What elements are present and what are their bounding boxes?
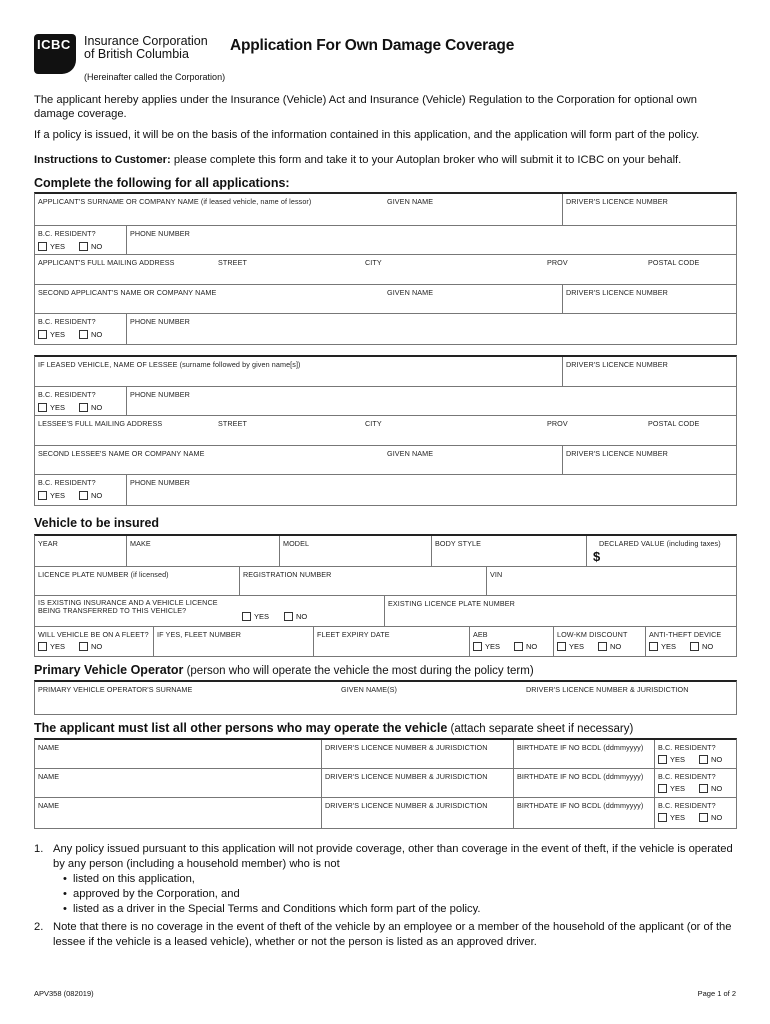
applicant-resident-yes-checkbox[interactable] <box>38 242 47 251</box>
other-operator-name-field[interactable]: NAME <box>38 801 60 810</box>
second-applicant-phone-field[interactable]: PHONE NUMBER <box>126 314 736 344</box>
hereafter-note: (Hereinafter called the Corporation) <box>84 72 226 82</box>
anti-theft-no-checkbox[interactable] <box>690 642 699 651</box>
bullet-item: • listed as a driver in the Special Terms and Conditions which form part of the policy. <box>63 902 734 917</box>
lessee-licence-field[interactable]: DRIVER'S LICENCE NUMBER <box>562 357 736 386</box>
lessee-name-field[interactable]: IF LEASED VEHICLE, NAME OF LESSEE (surname followed by given name[s]) <box>38 360 301 369</box>
bullet-item: • approved by the Corporation, and <box>63 887 734 902</box>
second-lessee-row <box>35 446 736 475</box>
aeb-yes-checkbox[interactable] <box>473 642 482 651</box>
second-applicant-resident-no-checkbox[interactable] <box>79 330 88 339</box>
section-title-operator: Primary Vehicle Operator (person who will operate the vehicle the most during the policy term) <box>34 663 534 677</box>
other-operator-1-no-checkbox[interactable] <box>699 755 708 764</box>
operator-given-field[interactable]: GIVEN NAME(S) <box>341 685 398 694</box>
note-1-bullets <box>53 872 734 917</box>
section-title-applicants: Complete the following for all applications: <box>34 176 290 190</box>
lessee-address-field[interactable]: LESSEE'S FULL MAILING ADDRESS STREET CITY PROV POSTAL CODE <box>35 416 736 446</box>
organization-name: Insurance Corporation of British Columbia <box>84 34 208 61</box>
vehicle-year-field[interactable]: YEAR <box>38 539 58 548</box>
applicant-address-field[interactable]: APPLICANT'S FULL MAILING ADDRESS STREET CITY PROV POSTAL CODE <box>35 255 736 285</box>
vehicle-description-row <box>35 536 736 567</box>
form-title: Application For Own Damage Coverage <box>230 37 515 54</box>
low-km-no-checkbox[interactable] <box>598 642 607 651</box>
vehicle-make-field[interactable]: MAKE <box>126 536 279 566</box>
other-operator-birthdate-field[interactable]: BIRTHDATE IF NO BCDL (ddmmyyyy) <box>513 740 654 768</box>
other-operator-row <box>35 769 736 798</box>
anti-theft-yes-checkbox[interactable] <box>649 642 658 651</box>
intro-paragraph-2: If a policy is issued, it will be on the basis of the information contained in this application, and the application will form part of the policy. <box>34 129 700 141</box>
lessee-block <box>34 355 737 506</box>
fleet-expiry-field[interactable]: FLEET EXPIRY DATE <box>313 627 469 656</box>
vehicle-body-style-field[interactable]: BODY STYLE <box>431 536 586 566</box>
instructions: Instructions to Customer: please complete this form and take it to your Autoplan broker who will submit it to ICBC on your behalf. <box>34 154 682 166</box>
vehicle-model-field[interactable]: MODEL <box>279 536 431 566</box>
applicant-surname-field[interactable]: APPLICANT'S SURNAME OR COMPANY NAME (if leased vehicle, name of lessor) GIVEN NAME <box>38 197 434 206</box>
applicant-name-row <box>35 194 736 226</box>
other-operator-bc-resident: B.C. RESIDENT? YES NO <box>654 769 736 797</box>
lessee-resident-no-checkbox[interactable] <box>79 403 88 412</box>
vin-field[interactable]: VIN <box>486 567 736 595</box>
other-operator-birthdate-field[interactable]: BIRTHDATE IF NO BCDL (ddmmyyyy) <box>513 798 654 828</box>
other-operator-licence-field[interactable]: DRIVER'S LICENCE NUMBER & JURISDICTION <box>321 740 513 768</box>
declared-value-field[interactable]: DECLARED VALUE (including taxes) $ <box>586 536 736 566</box>
other-operator-3-no-checkbox[interactable] <box>699 813 708 822</box>
fleet-yes-checkbox[interactable] <box>38 642 47 651</box>
lessee-resident-yes-checkbox[interactable] <box>38 403 47 412</box>
note-1: 1. Any policy issued pursuant to this application will not provide coverage, other than coverage in the event of theft, if the vehicle is operated by any person (including a household member) who is not • listed on this application, • approved by the Corporation, and • listed as a driver in the Special Terms and Conditions which form part of the policy. <box>34 842 734 917</box>
operator-licence-field[interactable]: DRIVER'S LICENCE NUMBER & JURISDICTION <box>526 685 689 694</box>
other-operator-row <box>35 740 736 769</box>
bullet-item: • listed on this application, <box>63 872 734 887</box>
other-operator-row <box>35 798 736 828</box>
vehicle-registration-row <box>35 567 736 596</box>
second-applicant-name-field[interactable]: SECOND APPLICANT'S NAME OR COMPANY NAME GIVEN NAME <box>38 288 434 297</box>
other-operator-licence-field[interactable]: DRIVER'S LICENCE NUMBER & JURISDICTION <box>321 798 513 828</box>
second-applicant-licence-field[interactable]: DRIVER'S LICENCE NUMBER <box>562 285 736 313</box>
operator-block <box>34 680 737 715</box>
note-2: 2. Note that there is no coverage in the event of theft of the vehicle by an employee or a member of the household of the applicant (or of the lessee if the vehicle is a leased vehicle), whether or not the person is listed as an approved driver. <box>34 921 732 948</box>
fleet-row <box>35 627 736 656</box>
lessee-bc-resident: B.C. RESIDENT? YES NO <box>38 390 103 412</box>
second-lessee-bc-resident: B.C. RESIDENT? YES NO <box>38 478 103 500</box>
existing-plate-field[interactable]: EXISTING LICENCE PLATE NUMBER <box>384 596 736 626</box>
other-operator-name-field[interactable]: NAME <box>38 772 60 781</box>
second-lessee-name-field[interactable]: SECOND LESSEE'S NAME OR COMPANY NAME GIVEN NAME <box>38 449 434 458</box>
licence-plate-field[interactable]: LICENCE PLATE NUMBER (if licensed) <box>38 570 169 579</box>
transfer-yes-checkbox[interactable] <box>242 612 251 621</box>
intro-paragraph-1: The applicant hereby applies under the Insurance (Vehicle) Act and Insurance (Vehicle) Regulation to the Corporation for optional own damage coverage. <box>34 94 697 120</box>
second-lessee-phone-field[interactable]: PHONE NUMBER <box>126 475 736 505</box>
low-km-yes-checkbox[interactable] <box>557 642 566 651</box>
policy-notes <box>34 842 734 953</box>
aeb-no-checkbox[interactable] <box>514 642 523 651</box>
form-header <box>34 34 734 86</box>
second-applicant-resident-row <box>35 314 736 344</box>
second-lessee-licence-field[interactable]: DRIVER'S LICENCE NUMBER <box>562 446 736 474</box>
other-operator-birthdate-field[interactable]: BIRTHDATE IF NO BCDL (ddmmyyyy) <box>513 769 654 797</box>
second-lessee-resident-yes-checkbox[interactable] <box>38 491 47 500</box>
applicant-resident-row <box>35 226 736 255</box>
second-lessee-resident-no-checkbox[interactable] <box>79 491 88 500</box>
applicant-block <box>34 192 737 345</box>
fleet-number-field[interactable]: IF YES, FLEET NUMBER <box>153 627 313 656</box>
transfer-question: IS EXISTING INSURANCE AND A VEHICLE LICENCE BEING TRANSFERRED TO THIS VEHICLE? YES NO <box>38 598 308 621</box>
operator-surname-field[interactable]: PRIMARY VEHICLE OPERATOR'S SURNAME <box>38 685 193 694</box>
other-operator-bc-resident: B.C. RESIDENT? YES NO <box>654 798 736 828</box>
applicant-phone-field[interactable]: PHONE NUMBER <box>126 226 736 254</box>
other-operator-2-yes-checkbox[interactable] <box>658 784 667 793</box>
other-operator-2-no-checkbox[interactable] <box>699 784 708 793</box>
second-applicant-resident-yes-checkbox[interactable] <box>38 330 47 339</box>
operator-row <box>35 682 736 714</box>
anti-theft-field: ANTI-THEFT DEVICE YES NO <box>645 627 736 656</box>
lessee-name-row <box>35 357 736 387</box>
section-title-others: The applicant must list all other persons who may operate the vehicle (attach separate sheet if necessary) <box>34 721 634 735</box>
lessee-phone-field[interactable]: PHONE NUMBER <box>126 387 736 415</box>
other-operator-1-yes-checkbox[interactable] <box>658 755 667 764</box>
other-operator-licence-field[interactable]: DRIVER'S LICENCE NUMBER & JURISDICTION <box>321 769 513 797</box>
lessee-resident-row <box>35 387 736 416</box>
second-lessee-resident-row <box>35 475 736 505</box>
icbc-logo: ICBC <box>34 34 76 74</box>
applicant-bc-resident: B.C. RESIDENT? YES NO <box>38 229 103 251</box>
applicant-resident-no-checkbox[interactable] <box>79 242 88 251</box>
other-operator-bc-resident: B.C. RESIDENT? YES NO <box>654 740 736 768</box>
other-operator-3-yes-checkbox[interactable] <box>658 813 667 822</box>
low-km-field: LOW-KM DISCOUNT YES NO <box>553 627 645 656</box>
registration-number-field[interactable]: REGISTRATION NUMBER <box>239 567 486 595</box>
other-operators-block <box>34 738 737 829</box>
form-number: APV358 (082019) <box>34 989 94 998</box>
transfer-no-checkbox[interactable] <box>284 612 293 621</box>
page-number: Page 1 of 2 <box>697 989 736 998</box>
transfer-row <box>35 596 736 627</box>
fleet-no-checkbox[interactable] <box>79 642 88 651</box>
aeb-field: AEB YES NO <box>469 627 553 656</box>
other-operator-name-field[interactable]: NAME <box>38 743 60 752</box>
section-title-vehicle: Vehicle to be insured <box>34 516 160 530</box>
applicant-licence-field[interactable]: DRIVER'S LICENCE NUMBER <box>562 194 736 225</box>
fleet-question: WILL VEHICLE BE ON A FLEET? YES NO <box>38 630 149 651</box>
second-applicant-row <box>35 285 736 314</box>
second-applicant-bc-resident: B.C. RESIDENT? YES NO <box>38 317 103 339</box>
vehicle-block <box>34 534 737 657</box>
